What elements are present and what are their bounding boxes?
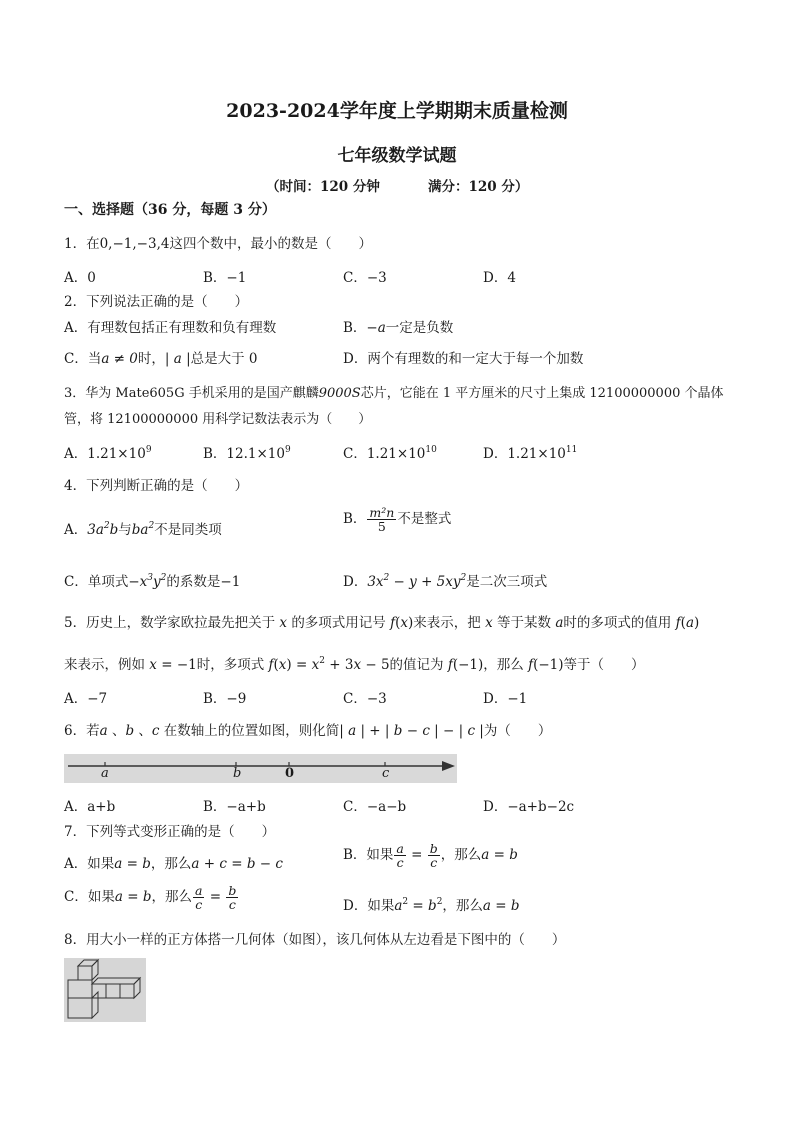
q2-option-b[interactable]: B．−a一定是负数 xyxy=(343,320,454,336)
q5-option-b[interactable]: B．−9 xyxy=(203,691,247,707)
q2-option-a[interactable]: A．有理数包括正有理数和负有理数 xyxy=(64,320,277,336)
q6-option-b[interactable]: B．−a+b xyxy=(203,799,266,815)
label-a: a xyxy=(101,766,109,781)
cube-solid-figure xyxy=(64,958,146,1022)
score-info: 满分：120 分） xyxy=(428,179,529,195)
exam-title: 2023-2024学年度上学期期末质量检测 xyxy=(226,100,568,122)
q1-option-c[interactable]: C．−3 xyxy=(343,270,387,286)
time-info: （时间：120 分钟 xyxy=(266,179,380,195)
label-zero: 0 xyxy=(285,766,295,781)
label-c: c xyxy=(382,766,390,781)
question-5-line1: 5．历史上，数学家欧拉最先把关于 x 的多项式用记号 f(x)来表示，把 x 等于某数 a时的多项式的值用 f(a) xyxy=(64,615,700,631)
q4-b-fraction: $\frac{\text{m²n}}{5}$ xyxy=(369,505,395,535)
q3-option-d[interactable]: D．$1.21\times 10^{11}$ xyxy=(483,445,578,462)
question-3-line1: 3．华为 Mate605G 手机采用的是国产麒麟9000S芯片，它能在 1 平方厘米的尺寸上集成 12100000000 个晶体 xyxy=(64,386,724,401)
q3-option-b[interactable]: B．$12.1\times 10^9$ xyxy=(203,445,291,462)
question-6-stem: 6．若a 、b 、c 在数轴上的位置如图，则化简| a | + | b − c | − | c |为（ ） xyxy=(64,723,552,739)
q7-option-b[interactable]: B．如果 $\frac{a}{c}$ = $\frac{b}{c}$ ，那么a = b xyxy=(343,841,518,871)
q1-option-b[interactable]: B．−1 xyxy=(203,270,247,286)
exam-subtitle: 七年级数学试题 xyxy=(337,146,457,166)
q4-option-a[interactable]: A．$3a^2b$与$ba^2$不是同类项 xyxy=(64,521,222,538)
q5-option-a[interactable]: A．−7 xyxy=(64,691,108,707)
q2-option-d[interactable]: D．两个有理数的和一定大于每一个加数 xyxy=(343,351,584,367)
question-3-line2: 管，将 12100000000 用科学记数法表示为（ ） xyxy=(64,412,372,427)
q4-option-d[interactable]: D．$3x^2 - y + 5xy^2$是二次三项式 xyxy=(343,573,548,590)
q6-option-a[interactable]: A．a+b xyxy=(64,799,116,815)
q7-option-d[interactable]: D．如果$a^2 = b^2$，那么a = b xyxy=(343,897,520,914)
label-b: b xyxy=(233,766,242,781)
q4-option-c[interactable]: C．单项式$-x^3y^2$的系数是−1 xyxy=(64,573,241,590)
q4-option-b[interactable]: B． $\frac{\text{m²n}}{5}$ 不是整式 xyxy=(343,505,452,535)
section-heading: 一、选择题（36 分，每题 3 分） xyxy=(64,202,276,218)
q1-option-a[interactable]: A．0 xyxy=(64,270,96,286)
question-4-stem: 4．下列判断正确的是（ ） xyxy=(64,478,249,494)
q6-option-c[interactable]: C．−a−b xyxy=(343,799,407,815)
q3-option-a[interactable]: A．$1.21\times 10^9$ xyxy=(64,445,152,462)
question-1-stem: 1．在0,−1,−3,4这四个数中，最小的数是（ ） xyxy=(64,236,372,252)
q2-option-c[interactable]: C．当a ≠ 0时，| a |总是大于 0 xyxy=(64,351,258,367)
q7-option-c[interactable]: C．如果a = b，那么 $\frac{a}{c}$ = $\frac{b}{c}$ xyxy=(64,883,237,913)
number-line-figure xyxy=(64,754,457,783)
q5-option-c[interactable]: C．−3 xyxy=(343,691,387,707)
question-7-stem: 7．下列等式变形正确的是（ ） xyxy=(64,824,276,840)
question-8-stem: 8．用大小一样的正方体搭一几何体（如图），该几何体从左边看是下图中的（ ） xyxy=(64,932,566,948)
q3-option-c[interactable]: C．$1.21\times 10^{10}$ xyxy=(343,445,437,462)
q7-option-a[interactable]: A．如果a = b，那么a + c = b − c xyxy=(64,856,283,872)
q5-option-d[interactable]: D．−1 xyxy=(483,691,528,707)
question-5-line2: 来表示，例如 x = −1时，多项式 $f(x) = x^2 + 3x - 5$的值记为 f(−1)，那么 f(−1)等于（ ） xyxy=(64,656,645,673)
q1-option-d[interactable]: D．4 xyxy=(483,270,516,286)
question-2-stem: 2．下列说法正确的是（ ） xyxy=(64,294,249,310)
q6-option-d[interactable]: D．−a+b−2c xyxy=(483,799,575,815)
